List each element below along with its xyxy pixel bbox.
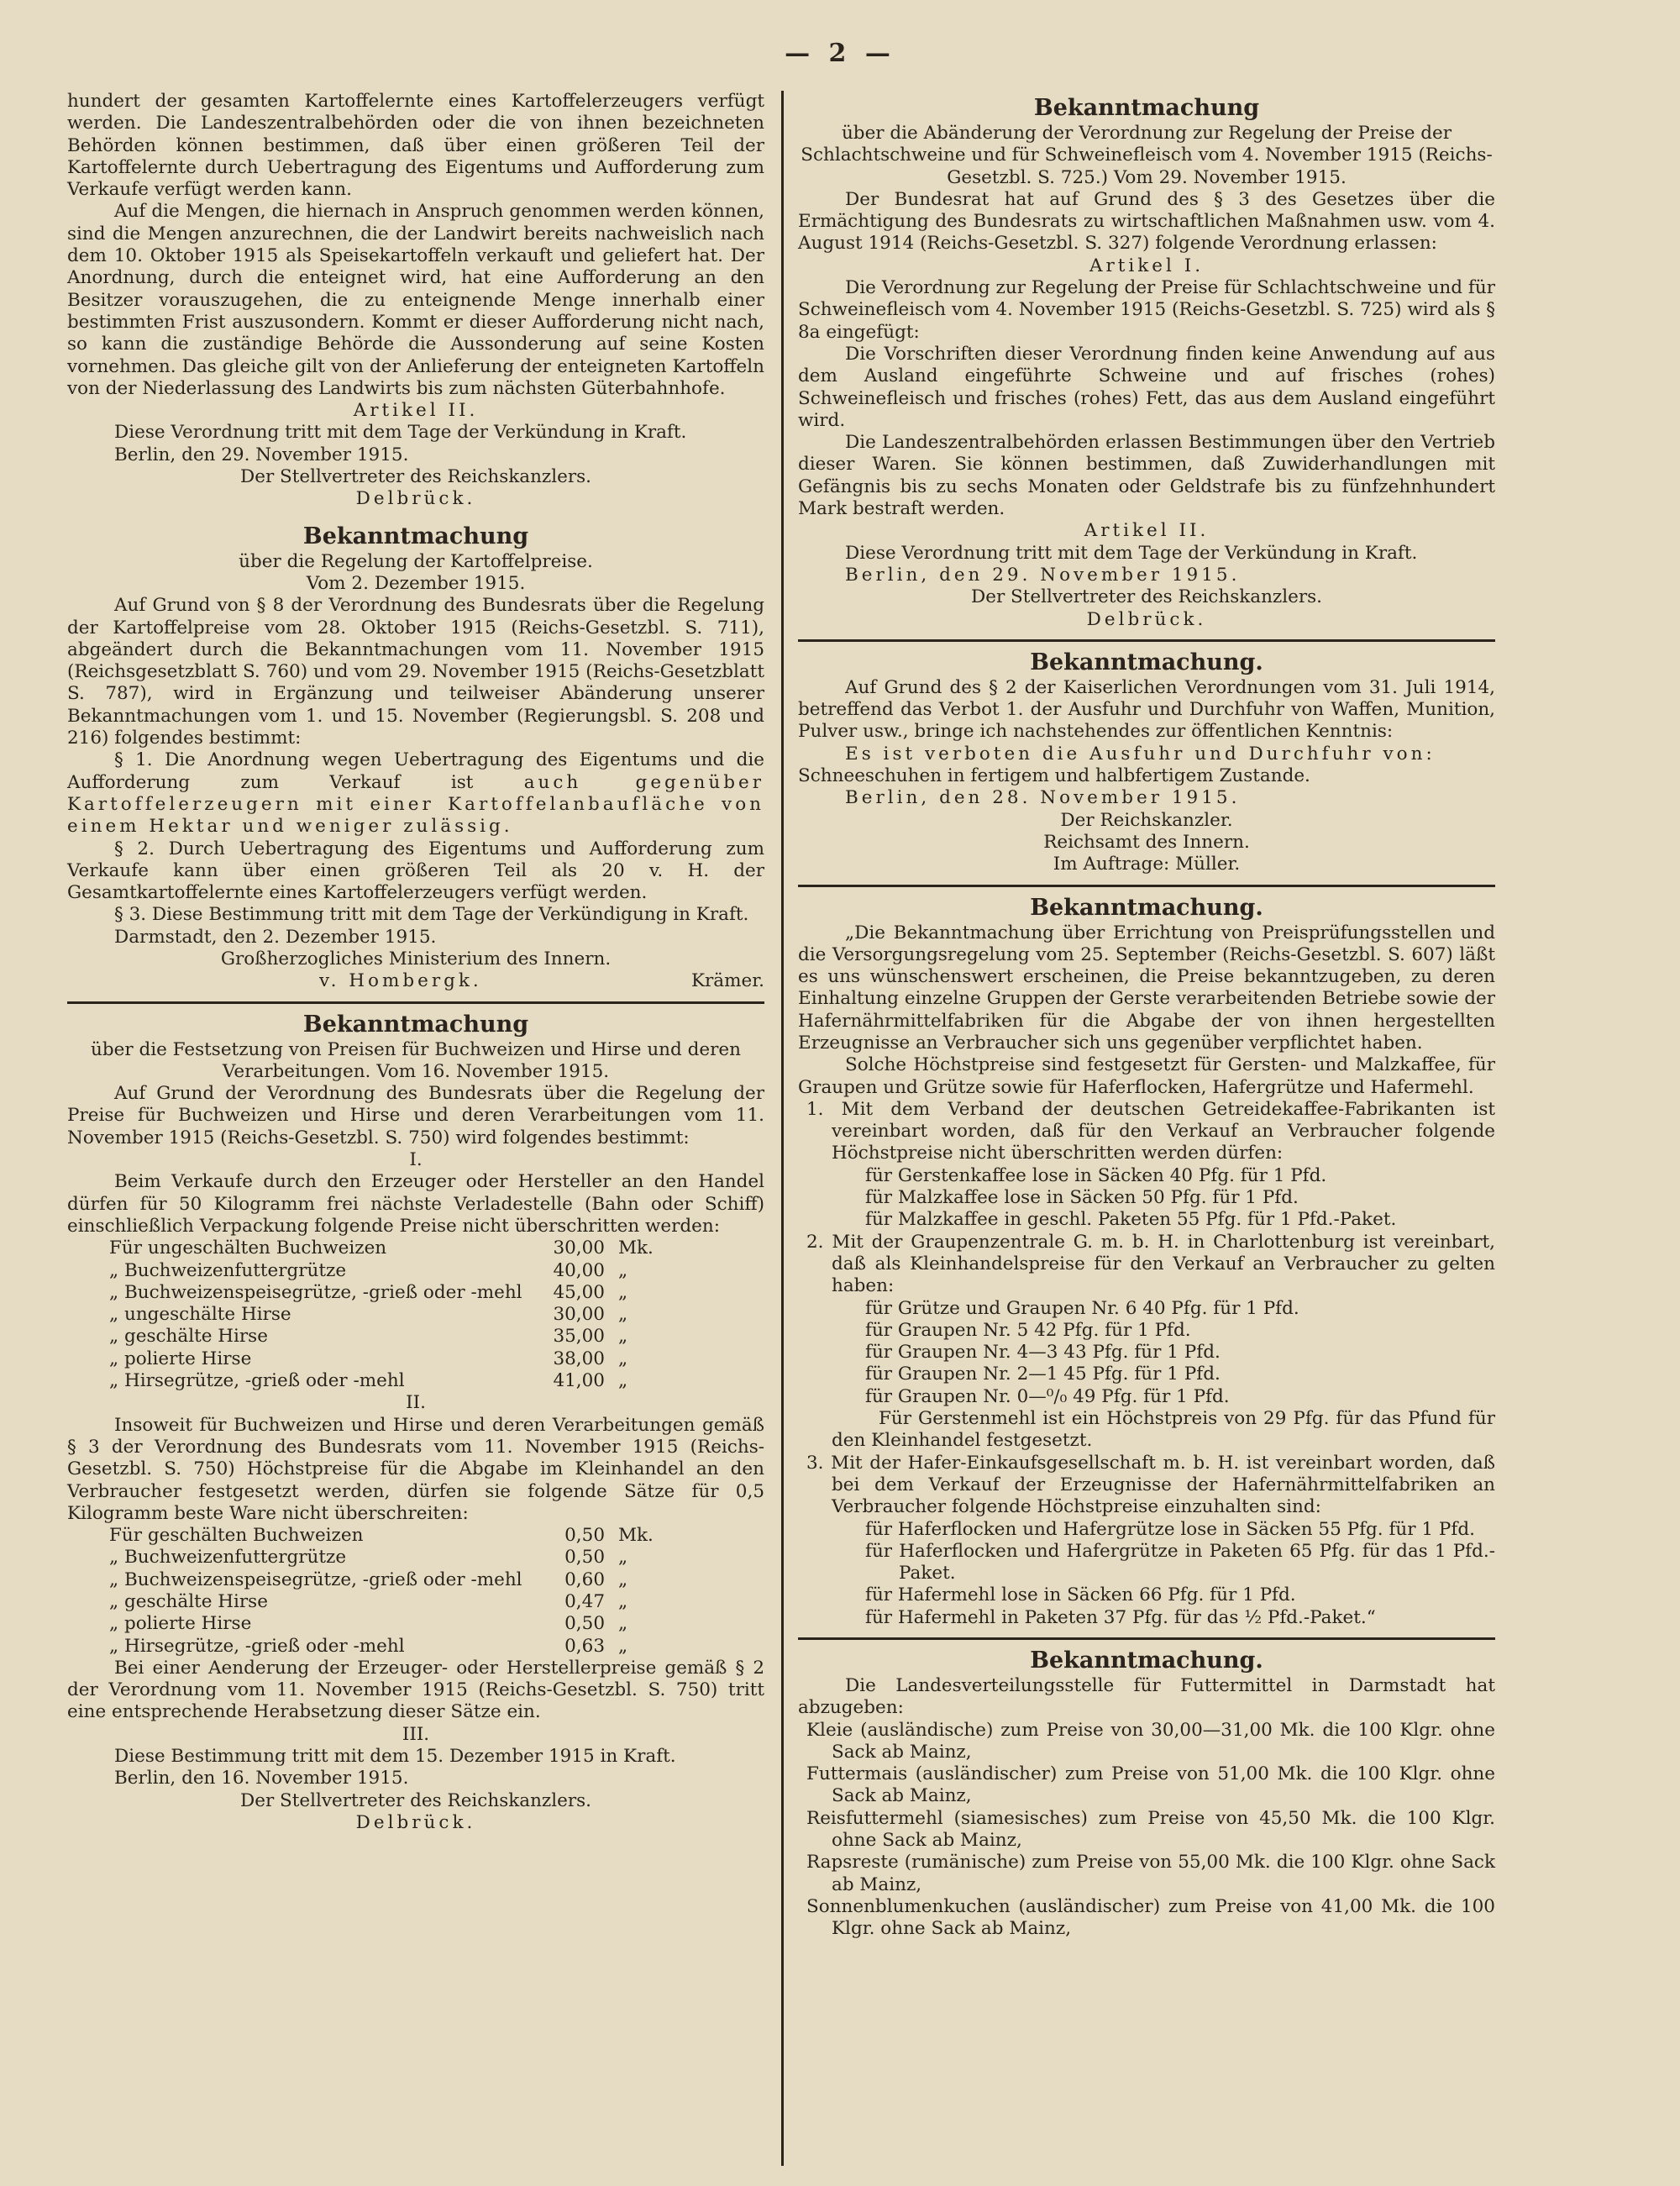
section-title: Bekanntmachung. — [1030, 894, 1263, 921]
column-divider — [781, 91, 784, 2166]
price-unit: „ — [618, 1591, 628, 1612]
signature-name: Delbrück. — [1086, 608, 1207, 630]
signature-line: Großherzogliches Ministerium des Innern. — [220, 948, 612, 970]
price-line: für Haferflocken und Hafergrütze lose in Säcken 55 Pfg. für 1 Pfd. — [865, 1518, 1475, 1540]
price-row — [67, 1238, 764, 1259]
price-value: 40,00 — [553, 1259, 605, 1281]
signature-name: v. Hombergk. — [319, 970, 482, 992]
signature-row — [67, 970, 764, 992]
paragraph: Schneeschuhen in fertigem und halbfertigem Zustande. — [798, 765, 1310, 787]
section-kartoffelpreise — [67, 523, 764, 993]
section-divider — [67, 1001, 764, 1004]
price-item-name: „ Buchweizenspeisegrütze, -grieß oder -mehl — [109, 1281, 522, 1303]
price-unit: „ — [618, 1259, 628, 1281]
paragraph: Solche Höchstpreise sind festgesetzt für Gersten- und Malzkaffee, für Graupen und Grütze sowie für Haferflocken, Hafergrütze und Hafermehl. — [798, 1054, 1495, 1098]
price-line: für Hafermehl in Paketen 37 Pfg. für das ½ Pfd.-Paket.“ — [865, 1606, 1376, 1628]
price-row — [67, 1348, 764, 1370]
feed-item: Rapsreste (rumänische) zum Preise von 55,00 Mk. die 100 Klgr. ohne Sack ab Mainz, — [806, 1852, 1495, 1895]
paragraph: Die Verordnung zur Regelung der Preise für Schlachtschweine und für Schweinefleisch vom 4. November 1915 (Reichs-Gesetzbl. S. 725) wird als § 8a eingefügt: — [798, 277, 1495, 343]
section-title: Bekanntmachung. — [1030, 1647, 1263, 1674]
price-value: 0,50 — [564, 1547, 605, 1569]
price-row — [67, 1525, 764, 1547]
price-item-name: „ Buchweizenspeisegrütze, -grieß oder -mehl — [109, 1569, 522, 1590]
price-value: 0,50 — [564, 1613, 605, 1635]
price-row — [67, 1304, 764, 1326]
paragraph: Diese Verordnung tritt mit dem Tage der Verkündung in Kraft. — [114, 422, 687, 444]
place-date: Berlin, den 29. November 1915. — [845, 564, 1241, 586]
article-heading: Artikel II. — [353, 400, 479, 422]
right-column — [798, 91, 1495, 1941]
paragraph-part: § 1. Die Anordnung wegen Uebertragung des Eigentums und die Aufforderung zum Verkauf ist — [67, 749, 764, 793]
price-unit: „ — [618, 1547, 628, 1569]
numbered-item: 3. Mit der Hafer-Einkaufsgesellschaft m. b. H. ist vereinbart worden, daß bei dem Verkauf der Erzeugnisse der Hafernährmittelfabriken an Verbraucher folgende Höchstpreise einzuhalten sind: — [806, 1452, 1495, 1518]
roman-heading: II. — [406, 1392, 426, 1414]
price-unit: Mk. — [618, 1238, 654, 1259]
left-column — [67, 91, 764, 1834]
price-table-wholesale — [67, 1238, 764, 1392]
price-unit: „ — [618, 1635, 628, 1657]
section-title: Bekanntmachung — [302, 523, 529, 549]
paragraph: § 2. Durch Uebertragung des Eigentums und Aufforderung zum Verkaufe kann über einen größeren Teil als 20 v. H. der Gesamtkartoffelernte eines Kartoffelerzeugers verfügt werden. — [67, 838, 764, 904]
roman-heading: I. — [409, 1149, 423, 1171]
price-line: für Graupen Nr. 2—1 45 Pfg. für 1 Pfd. — [865, 1364, 1221, 1385]
section-preispruefung — [798, 894, 1495, 1630]
paragraph: Auf die Mengen, die hiernach in Anspruch genommen werden können, sind die Mengen anzurechnen, die der Landwirt bereits nachweislich nach dem 10. Oktober 1915 als Speisekartoffeln verkauft und geliefert hat. Der Anordnung, durch die enteignet wird, hat eine Aufforderung an den Besitzer vorauszugehen, die zu enteignende Menge innerhalb einer bestimmten Frist auszusondern. Kommt er dieser Aufforderung nicht nach, so kann die zuständige Behörde die Aussonderung auf seine Kosten vornehmen. Das gleiche gilt von der Anlieferung der enteigneten Kartoffeln von der Niederlassung des Landwirts bis zum nächsten Güterbahnhofe. — [67, 201, 764, 399]
price-value: 35,00 — [553, 1326, 605, 1348]
signature-line: Der Stellvertreter des Reichskanzlers. — [239, 466, 591, 488]
signature-line: Reichsamt des Innern. — [1043, 831, 1250, 853]
section-kartoffel-continuation — [67, 91, 764, 511]
paragraph: hundert der gesamten Kartoffelernte eines Kartoffelerzeugers verfügt werden. Die Landeszentralbehörden oder die von ihnen bezeichneten Behörden können bestimmen, daß über einen größeren Teil der Kartoffelernte durch Uebertragung des Eigentums und Aufforderung zum Verkaufe verfügt werden kann. — [67, 91, 764, 201]
signature-name: Im Auftrage: Müller. — [1053, 854, 1241, 875]
paragraph: Auf Grund von § 8 der Verordnung des Bundesrats über die Regelung der Kartoffelpreise vom 28. Oktober 1915 (Reichs-Gesetzbl. S. 711), abgeändert durch die Bekanntmachungen vom 11. November 1915 (Reichsgesetzblatt S. 760) und vom 29. November 1915 (Reichs-Gesetzblatt S. 787), wird in Ergänzung und teilweiser Abänderung unserer Bekanntmachungen vom 1. und 15. November (Regierungsbl. S. 208 und 216) folgendes bestimmt: — [67, 595, 764, 749]
price-row — [67, 1260, 764, 1282]
section-futtermittel — [798, 1647, 1495, 1941]
price-unit: Mk. — [618, 1525, 654, 1547]
price-row — [67, 1326, 764, 1348]
price-item-name: „ Hirsegrütze, -grieß oder -mehl — [109, 1370, 405, 1392]
place-date: Darmstadt, den 2. Dezember 1915. — [114, 926, 437, 948]
price-item-name: „ ungeschälte Hirse — [109, 1304, 291, 1326]
price-value: 45,00 — [553, 1281, 605, 1303]
paragraph: Insoweit für Buchweizen und Hirse und deren Verarbeitungen gemäß § 3 der Verordnung des Bundesrats vom 11. November 1915 (Reichs-Gesetzbl. S. 750) Höchstpreise für die Abgabe im Kleinhandel an den Verbraucher festgesetzt werden, dürfen sie folgende Sätze für 0,5 Kilogramm beste Ware nicht überschreiten: — [67, 1414, 764, 1524]
place-date: Berlin, den 16. November 1915. — [114, 1768, 409, 1789]
article-heading: Artikel I. — [1089, 255, 1205, 276]
price-line: für Haferflocken und Hafergrütze in Paketen 65 Pfg. für das 1 Pfd.-Paket. — [865, 1540, 1495, 1584]
signature-name: Delbrück. — [355, 488, 476, 510]
price-unit: „ — [618, 1348, 628, 1369]
section-ausfuhrverbot — [798, 649, 1495, 876]
paragraph: Diese Verordnung tritt mit dem Tage der Verkündung in Kraft. — [845, 542, 1418, 564]
price-row — [67, 1370, 764, 1392]
place-date: Berlin, den 28. November 1915. — [845, 787, 1241, 809]
section-schlachtschweine — [798, 94, 1495, 631]
price-line: für Malzkaffee in geschl. Paketen 55 Pfg. für 1 Pfd.-Paket. — [865, 1209, 1397, 1231]
price-item-name: „ geschälte Hirse — [109, 1591, 268, 1612]
price-item-name: „ Hirsegrütze, -grieß oder -mehl — [109, 1635, 405, 1657]
price-table-retail — [67, 1525, 764, 1658]
article-heading: Artikel II. — [1084, 520, 1210, 542]
price-row — [67, 1636, 764, 1658]
price-line: für Grütze und Graupen Nr. 6 40 Pfg. für 1 Pfd. — [865, 1297, 1299, 1319]
paragraph: „Die Bekanntmachung über Errichtung von Preisprüfungsstellen und die Versorgungsregelung vom 25. September (Reichs-Gesetzbl. S. 607) läßt es uns wünschenswert erscheinen, die Preise bekanntzugeben, zu deren Einhaltung einzelne Gruppen der Gerste verarbeitenden Betriebe sowie der Hafernährmittelfabriken für die Abgabe der von ihnen hergestellten Erzeugnisse an Verbraucher sich uns gegenüber verpflichtet haben. — [798, 922, 1495, 1054]
paragraph: Diese Bestimmung tritt mit dem 15. Dezember 1915 in Kraft. — [114, 1746, 676, 1768]
page-number: — 2 — — [785, 39, 895, 68]
price-item-name: „ Buchweizenfuttergrütze — [109, 1259, 347, 1281]
price-value: 30,00 — [553, 1238, 605, 1259]
section-buchweizen-hirse — [67, 1011, 764, 1835]
section-date: Vom 2. Dezember 1915. — [306, 572, 526, 594]
price-row — [67, 1591, 764, 1613]
place-date: Berlin, den 29. November 1915. — [114, 444, 409, 465]
roman-heading: III. — [402, 1723, 430, 1745]
price-line: für Graupen Nr. 5 42 Pfg. für 1 Pfd. — [865, 1319, 1191, 1341]
price-value: 0,47 — [564, 1591, 605, 1612]
paragraph: Auf Grund des § 2 der Kaiserlichen Verordnungen vom 31. Juli 1914, betreffend das Verbot 1. der Ausfuhr und Durchfuhr von Waffen, Munition, Pulver usw., bringe ich nachstehendes zur öffentlichen Kenntnis: — [798, 676, 1495, 743]
paragraph: Die Landesverteilungsstelle für Futtermittel in Darmstadt hat abzugeben: — [798, 1675, 1495, 1719]
price-item-name: „ polierte Hirse — [109, 1348, 252, 1369]
feed-item: Reisfuttermehl (siamesisches) zum Preise von 45,50 Mk. die 100 Klgr. ohne Sack ab Mainz, — [806, 1807, 1495, 1852]
paragraph-emphasis: Es ist verboten die Ausfuhr und Durchfuhr von: — [845, 743, 1436, 765]
price-note: Für Gerstenmehl ist ein Höchstpreis von 29 Pfg. für das Pfund für den Kleinhandel festgesetzt. — [832, 1408, 1495, 1452]
section-subtitle: über die Abänderung der Verordnung zur Regelung der Preise der Schlachtschweine und für Schweinefleisch vom 4. November 1915 (Reichs-Gesetzbl. S. 725.) Vom 29. November 1915. — [801, 123, 1493, 188]
price-line: für Malzkaffee lose in Säcken 50 Pfg. für 1 Pfd. — [865, 1187, 1299, 1209]
price-row — [67, 1613, 764, 1635]
price-line: für Graupen Nr. 4—3 43 Pfg. für 1 Pfd. — [865, 1342, 1221, 1364]
section-title: Bekanntmachung — [1033, 95, 1260, 121]
section-title: Bekanntmachung — [302, 1011, 529, 1038]
numbered-item: 1. Mit dem Verband der deutschen Getreidekaffee-Fabrikanten ist vereinbart worden, daß für den Verkauf an Verbraucher folgende Höchstpreise nicht überschritten werden dürfen: — [806, 1098, 1495, 1164]
price-item-name: „ Buchweizenfuttergrütze — [109, 1547, 347, 1569]
signature-line: Der Stellvertreter des Reichskanzlers. — [970, 586, 1322, 608]
paragraph: Auf Grund der Verordnung des Bundesrats über die Regelung der Preise für Buchweizen und Hirse und deren Verarbeitungen vom 11. November 1915 (Reichs-Gesetzbl. S. 750) wird folgendes bestimmt: — [67, 1083, 764, 1148]
paragraph: Der Bundesrat hat auf Grund des § 3 des Gesetzes über die Ermächtigung des Bundesrats zu wirtschaftlichen Maßnahmen usw. vom 4. August 1914 (Reichs-Gesetzbl. S. 327) folgende Verordnung erlassen: — [798, 188, 1495, 255]
price-line: für Graupen Nr. 0—⁰/₀ 49 Pfg. für 1 Pfd. — [865, 1385, 1230, 1407]
paragraph: Die Vorschriften dieser Verordnung finden keine Anwendung auf aus dem Ausland eingeführte Schweine und auf frisches (rohes) Schweinefleisch und frisches (rohes) Fett, das aus dem Ausland eingeführt wird. — [798, 343, 1495, 431]
section-subtitle: über die Regelung der Kartoffelpreise. — [239, 550, 593, 572]
section-divider — [798, 1637, 1495, 1640]
signature-line: Der Stellvertreter des Reichskanzlers. — [239, 1789, 591, 1811]
price-unit: „ — [618, 1304, 628, 1326]
feed-item: Kleie (ausländische) zum Preise von 30,00—31,00 Mk. die 100 Klgr. ohne Sack ab Mainz, — [806, 1719, 1495, 1763]
paragraph — [67, 749, 764, 838]
price-item-name: Für geschälten Buchweizen — [109, 1525, 364, 1547]
price-value: 30,00 — [553, 1304, 605, 1326]
signature-line: Der Reichskanzler. — [1060, 809, 1233, 831]
price-value: 0,60 — [564, 1569, 605, 1590]
price-line: für Hafermehl lose in Säcken 66 Pfg. für 1 Pfd. — [865, 1584, 1296, 1606]
price-row — [67, 1547, 764, 1569]
price-value: 41,00 — [553, 1370, 605, 1392]
section-divider — [798, 639, 1495, 642]
paragraph: Bei einer Aenderung der Erzeuger- oder Herstellerpreise gemäß § 2 der Verordnung vom 11. November 1915 (Reichs-Gesetzbl. S. 750) tritt eine entsprechende Herabsetzung dieser Sätze ein. — [67, 1657, 764, 1723]
price-row — [67, 1282, 764, 1304]
feed-item: Sonnenblumenkuchen (ausländischer) zum Preise von 41,00 Mk. die 100 Klgr. ohne Sack ab Mainz, — [806, 1895, 1495, 1940]
price-value: 0,50 — [564, 1525, 605, 1547]
paragraph: Die Landeszentralbehörden erlassen Bestimmungen über den Vertrieb dieser Waren. Sie können bestimmen, daß Zuwiderhandlungen mit Gefängnis bis zu sechs Monaten oder Geldstrafe bis zu fünfzehnhundert Mark bestraft werden. — [798, 432, 1495, 520]
price-unit: „ — [618, 1613, 628, 1635]
price-unit: „ — [618, 1569, 628, 1590]
section-divider — [798, 885, 1495, 887]
signature-name: Krämer. — [690, 970, 764, 992]
price-line: für Gerstenkaffee lose in Säcken 40 Pfg. für 1 Pfd. — [865, 1164, 1327, 1186]
price-value: 38,00 — [553, 1348, 605, 1369]
price-item-name: „ geschälte Hirse — [109, 1326, 268, 1348]
price-value: 0,63 — [564, 1635, 605, 1657]
section-title: Bekanntmachung. — [1030, 649, 1263, 675]
paragraph: Beim Verkaufe durch den Erzeuger oder Hersteller an den Handel dürfen für 50 Kilogramm frei nächste Verladestelle (Bahn oder Schiff) einschließlich Verpackung folgende Preise nicht überschritten werden: — [67, 1171, 764, 1237]
numbered-item: 2. Mit der Graupenzentrale G. m. b. H. in Charlottenburg ist vereinbart, daß als Kleinhandelspreise für den Verkauf an Verbraucher zu gelten haben: — [806, 1231, 1495, 1297]
price-row — [67, 1569, 764, 1591]
price-unit: „ — [618, 1370, 628, 1392]
price-unit: „ — [618, 1281, 628, 1303]
price-unit: „ — [618, 1326, 628, 1348]
paragraph: § 3. Diese Bestimmung tritt mit dem Tage der Verkündigung in Kraft. — [114, 904, 749, 926]
price-item-name: Für ungeschälten Buchweizen — [109, 1238, 387, 1259]
signature-name: Delbrück. — [355, 1811, 476, 1833]
feed-item: Futtermais (ausländischer) zum Preise von 51,00 Mk. die 100 Klgr. ohne Sack ab Mainz, — [806, 1763, 1495, 1807]
paragraph-emphasis: auch gegenüber Kartoffelerzeugern mit einer Kartoffelanbaufläche von einem Hektar und weniger zulässig. — [67, 771, 764, 838]
section-subtitle: über die Festsetzung von Preisen für Buchweizen und Hirse und deren Verarbeitungen. Vom 16. November 1915. — [91, 1038, 741, 1082]
price-item-name: „ polierte Hirse — [109, 1613, 252, 1635]
